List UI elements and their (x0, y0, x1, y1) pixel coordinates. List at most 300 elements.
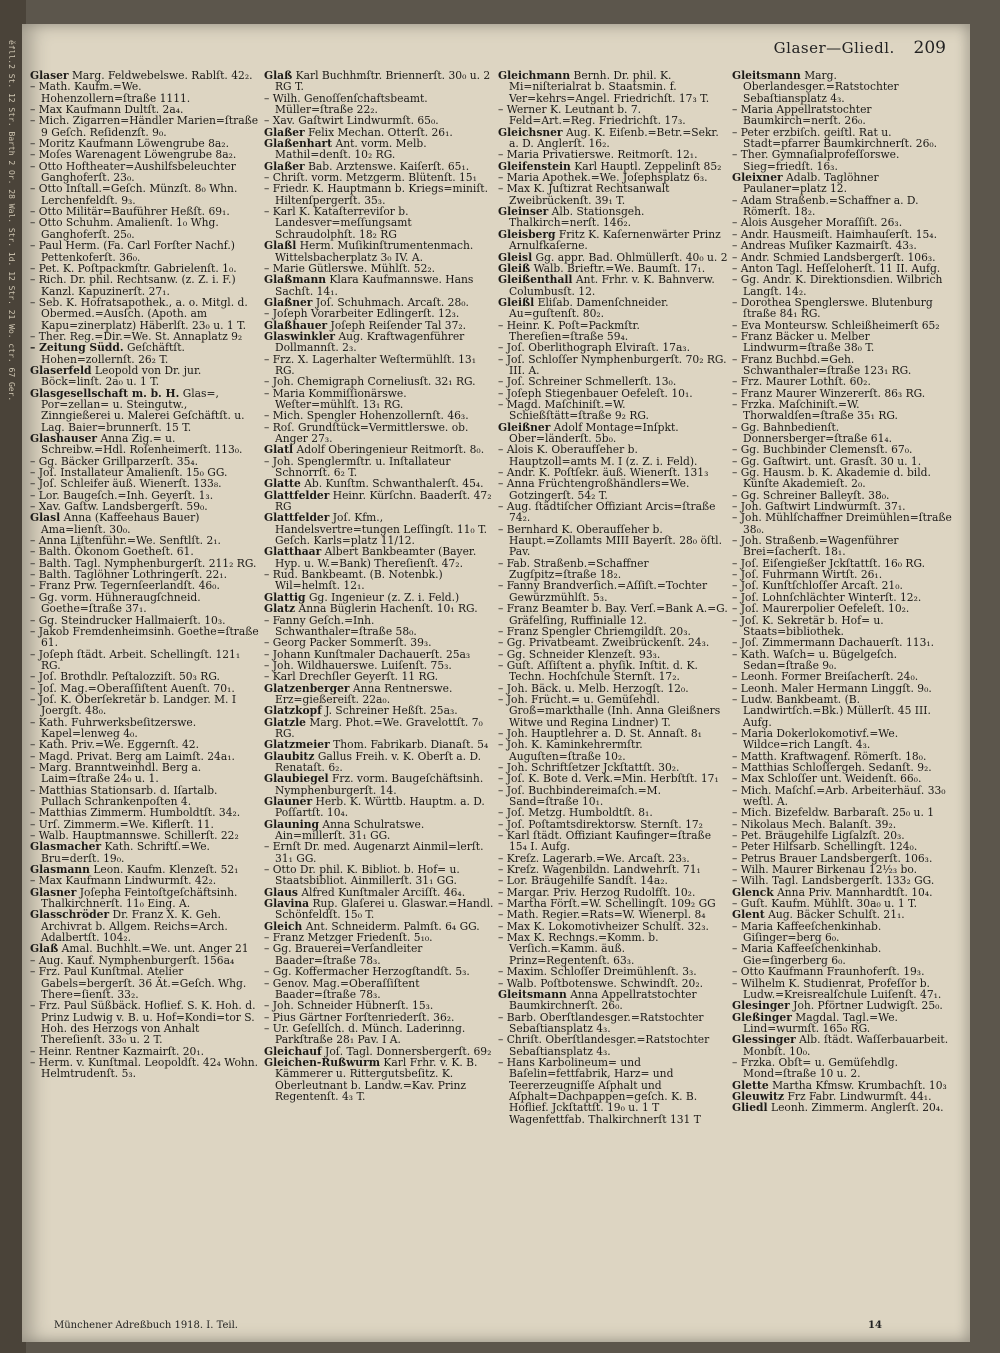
entry-details: – Joh. Chemigraph Corneliusſt. 32₁ RG. (264, 375, 476, 389)
entry-details: – Xav. Gaſtw. Landsbergerſt. 59₀. (30, 500, 208, 514)
entry-details: – Matthias Schloſſergeh. Sedanſt. 9₂. (732, 760, 932, 774)
directory-entry (732, 127, 962, 150)
entry-details: – Joſ. Zimmermann Dachauerſt. 113₁. (732, 636, 935, 650)
entry-details: Eliſab. Damenſchneider. Au=guſtenſt. 80₂. (509, 295, 669, 321)
directory-entry (264, 490, 494, 513)
entry-surname: Glattfelder (264, 511, 330, 525)
column-3 (498, 70, 728, 1315)
directory-entry (732, 422, 962, 445)
entry-details: – Mich. Bizefeldw. Barbaraſt. 25₀ u. 1 (732, 806, 935, 820)
directory-entry (732, 70, 962, 104)
entry-details: Gg. Ingenieur (z. Z. i. Feld.) (308, 590, 460, 604)
entry-surname: Gleichen-Rußwurm (264, 1055, 381, 1069)
entry-details: – Gg. Andr. K. Direktionsdien. Wilbrich Langſt. 14₂. (732, 273, 943, 298)
entry-details: – Heinr. K. Poſt=Packmſtr. Thereſien=ſtraße 59₄. (498, 318, 640, 343)
entry-surname: Glaß (264, 70, 293, 82)
entry-surname: Gleichsner (498, 125, 563, 139)
entry-details: – Gg. Privatbeamt. Zweibrückenſt. 24₃. (498, 636, 710, 650)
directory-entry (498, 183, 728, 206)
directory-entry (264, 864, 494, 887)
entry-details: – Guſt. Kaufm. Mühlſt. 30a₀ u. 1 T. (732, 897, 917, 911)
entry-surname: Glaßhauer (264, 318, 328, 332)
entry-details: – Ur. Geſellſch. d. Münch. Laderinng. Parkſtraße 28₁ Pav. I A. (264, 1021, 466, 1047)
entry-surname: Gleßinger (732, 1010, 792, 1024)
entry-details: – Rich. Dr. phil. Rechtsanw. (z. Z. i. F.) Kanzl. Kapuzinerſt. 27₁. (30, 273, 236, 298)
entry-surname: Glatzmeier (264, 738, 330, 752)
entry-surname: Glavina (264, 897, 310, 911)
entry-details: – Seb. K. Hofratsapothek., a. o. Mitgl. d. Obermed.=Ausſch. (Apoth. am Kapu=zinerplatz) Häberlſt. 23₀ u. 1 T. (30, 295, 248, 332)
entry-details: – Franz Bäcker u. Melber Lindwurm=ſtraße 38₀ T. (732, 329, 875, 355)
entry-details: – Barb. Oberſtlandesger.=Ratstochter Sebaſtiansplatz 4₃. (498, 1010, 704, 1035)
entry-details: – Max K. Rechngs.=Komm. b. Verſich.=Kamm. äuß. Prinz=Regentenſt. 63₃. (498, 931, 659, 967)
entry-details: – Moritz Kaufmann Löwengrube 8a₂. (30, 137, 229, 151)
entry-surname: Gleifenstein (498, 159, 571, 173)
entry-surname: Glatl (264, 443, 294, 457)
directory-entry (30, 512, 260, 535)
entry-details: – Franz Beamter b. Bay. Verſ.=Bank A.=G. Gräfelſing, Ruffinialle 12. (498, 602, 728, 627)
entry-details: – Otto Militär=Bauführer Heßſt. 69₁. (30, 205, 230, 219)
entry-details: Frz Fabr. Lindwurmſt. 44₁. (787, 1089, 932, 1103)
entry-details: – Andr. Hausmeiſt. Haimhauſerſt. 15₄. (732, 227, 937, 241)
entry-details: Dr. Franz X. K. Geh. Archivrat b. Allgem. Reichs=Arch. Adalbertſt. 104₂. (41, 908, 228, 945)
directory-entry (498, 558, 728, 581)
entry-details: – Joſ. Schleifer äuß. Wienerſt. 133₈. (30, 477, 222, 491)
directory-entry (498, 127, 728, 150)
entry-surname: Glaßer (264, 159, 305, 173)
entry-details: – Joh. Schriftſetzer Jckſtattſt. 30₂. (498, 760, 680, 774)
entry-surname: Glatz (264, 602, 296, 616)
entry-details: – Gg. Gaſtwirt. unt. Grasſt. 30 u. 1. (732, 454, 922, 468)
directory-entry (498, 229, 728, 252)
directory-entry (264, 138, 494, 161)
directory-entry (30, 626, 260, 649)
directory-entry (732, 172, 962, 195)
entry-details: – Friedr. K. Hauptmann b. Kriegs=miniſt. Hiltenſpergerſt. 35₃. (264, 182, 488, 207)
entry-details: Felix Mechan. Otterſt. 26₁. (308, 125, 453, 139)
entry-details: – Fanny Brandverſich.=Aſſiſt.=Tochter Gewürzmühlſt. 5₃. (498, 579, 708, 604)
page-footer: Münchener Adreßbuch 1918. I. Teil. (54, 1320, 238, 1331)
directory-entry (498, 1057, 728, 1125)
entry-details: – Joſ. Eiſengießer Jckſtattſt. 16₀ RG. (732, 556, 926, 570)
entry-details: Marg. Feldwebelswe. Rablſt. 42₂. (71, 70, 253, 82)
entry-details: – Wilhelm K. Studienrat, Profeſſor b. Ludw.=Kreisrealſchule Luiſenſt. 47₁. (732, 976, 942, 1001)
directory-entry (264, 70, 494, 93)
directory-entry (732, 728, 962, 751)
directory-entry (732, 785, 962, 808)
entry-surname: Gleißl (498, 295, 535, 309)
entry-details: – Joſ. Lohnſchlächter Winterſt. 12₂. (732, 590, 922, 604)
entry-surname: Gleisberg (498, 227, 556, 241)
entry-surname: Glashauser (30, 432, 98, 445)
entry-details: – Adam Straßenb.=Schaffner a. D. Römerſt. 18₂. (732, 193, 919, 219)
directory-entry (498, 989, 728, 1012)
directory-entry (264, 943, 494, 966)
entry-details: – Max Kaufmann Lindwurmſt. 42₂. (30, 874, 217, 888)
directory-entry (732, 535, 962, 558)
directory-entry (732, 274, 962, 297)
entry-details: – Joh. Wildhauerswe. Luiſenſt. 75₃. (264, 658, 452, 672)
entry-details: – Pet. Bräugehilfe Ligſalzſt. 20₃. (732, 829, 905, 843)
directory-entry (498, 524, 728, 558)
entry-details: Ant. Schneiderm. Palmſt. 6₄ GG. (305, 919, 480, 933)
entry-details: Joh. Pförtner Ludwigſt. 25₀. (793, 999, 943, 1013)
directory-entry (30, 433, 260, 456)
directory-entry (732, 149, 962, 172)
entry-details: Geſchäftſt. Hohen=zollernſt. 26₂ T. (41, 341, 185, 366)
entry-details: – Johann Kunſtmaler Dachauerſt. 25a₃ (264, 647, 471, 661)
entry-details: – Andreas Muſiker Kazmairſt. 43₃. (732, 239, 917, 253)
directory-entry (30, 183, 260, 206)
directory-entry (498, 274, 728, 297)
column-1 (30, 70, 260, 1315)
entry-details: – Frz. Maurer Lothſt. 60₂. (732, 375, 871, 389)
entry-details: – Bernhard K. Oberaufſeher b. Haupt.=Zollamts MIII Bayerſt. 28₀ öſtl. Pav. (498, 522, 722, 559)
entry-details: Anna Büglerin Hachenſt. 10₁ RG. (298, 602, 478, 616)
entry-details: – Gg. Brauerei=Verſandleiter Baader=ſtraße 78₃. (264, 942, 423, 967)
entry-details: Gg. appr. Bad. Ohlmüllerſt. 40₀ u. 2 (535, 250, 728, 264)
entry-details: – Joſeph Stiegenbauer Oefeleſt. 10₁. (498, 386, 693, 400)
entry-details: – Otto Schuhm. Amalienſt. 1₀ Whg. Ganghoferſt. 25₀. (30, 216, 219, 241)
entry-details: – Joſeph Vorarbeiter Edlingerſt. 12₃. (264, 307, 460, 321)
entry-surname: Glessinger (732, 1033, 796, 1047)
entry-details: – Dorothea Spenglerswe. Blutenburg ſtraße 84₁ RG. (732, 295, 933, 321)
entry-details: Herm. Muſikinſtrumentenmach. Wittelsbacherplatz 3₀ IV. A. (275, 239, 474, 264)
entry-surname: Glaßner (264, 295, 313, 309)
entry-details: Ant. vorm. Melb. Mathil=denſt. 10₂ RG. (275, 137, 427, 162)
directory-entry (732, 297, 962, 320)
entry-details: Ant. Frhr. v. K. Bahnverw. Columbusſt. 12. (509, 273, 715, 298)
entry-details: – Gg. Buchbinder Clemensſt. 67₀. (732, 443, 913, 457)
entry-surname: Gleichmann (498, 70, 571, 82)
directory-entry (264, 456, 494, 479)
directory-entry (30, 161, 260, 184)
entry-details: Anna Zig.= u. Schreibw.=Hdl. Roſenheimerſt. 113₀. (41, 432, 243, 457)
directory-entry (498, 297, 728, 320)
entry-surname: Glatzle (264, 715, 306, 729)
directory-entry (732, 1012, 962, 1035)
entry-surname: Glaubiegel (264, 772, 329, 786)
entry-surname: Glattfelder (264, 488, 330, 502)
entry-details: Adolf Montage=Inſpkt. Ober=länderſt. 5b₀. (509, 420, 679, 445)
directory-entry (732, 694, 962, 728)
entry-surname: Gleich (264, 919, 303, 933)
directory-entry (30, 887, 260, 910)
entry-details: – Joſ. Brothdlr. Peſtalozziſt. 50₃ RG. (30, 670, 220, 684)
entry-details: – Joh. Bäck. u. Melb. Herzogſt. 12₀. (498, 681, 689, 695)
entry-details: Anna Priv. Mannhardtſt. 10₄. (777, 885, 933, 899)
directory-entry (264, 978, 494, 1001)
entry-details: – Moſes Warenagent Löwengrube 8a₂. (30, 148, 237, 162)
entry-surname: Glasschröder (30, 908, 110, 922)
directory-entry (732, 649, 962, 672)
entry-details: – Frz. X. Lagerhalter Weſtermühlſt. 13₁ RG. (264, 352, 477, 377)
page-number: 209 (913, 38, 946, 58)
entry-details: – Marg. Branntweinhdl. Berg a. Laim=ſtraße 24₀ u. 1. (30, 760, 202, 786)
entry-surname: Gleißenthall (498, 273, 573, 287)
entry-details: – Matth. Kraftwagenf. Römerſt. 18₀. (732, 749, 927, 763)
entry-details: – Wilh. Genoſſenſchaftsbeamt. Müller=ſtraße 22₂. (264, 91, 428, 117)
entry-details: – Otto Dr. phil. K. Bibliot. b. Hof= u. Staatsbibliot. Ainmillerſt. 31₁ GG. (264, 863, 460, 888)
directory-entry (264, 206, 494, 240)
directory-entry (264, 683, 494, 706)
directory-entry (498, 399, 728, 422)
directory-entry (264, 819, 494, 842)
entry-details: – Karl K. Kataſterreviſor b. Landesver=meſſungsamt Schraudolphſt. 18₂ RG (264, 205, 412, 241)
entry-details: – Joſ. Kunſtſchloſſer Arcaſt. 21₀. (732, 579, 903, 593)
entry-details: – Urſ. Zimmerm.=We. Kiflerſt. 11. (30, 817, 214, 831)
entry-details: – Joſ. K. Bote d. Verk.=Min. Herbſtſt. 17₁ (498, 772, 719, 786)
entry-details: – Alois K. Oberaufſeher b. Hauptzoll=amts M. I (z. Z. i. Feld). (498, 443, 698, 468)
entry-details: – Ther. Reg.=Dir.=We. St. Annaplatz 9₂ (30, 329, 243, 343)
entry-details: – Maria Kommiſſionärswe. Weſter=mühlſt. 13₁ RG. (264, 386, 407, 411)
entry-details: Alb. Stationsgeh. Thalkirch=nerſt. 146₂. (509, 205, 645, 230)
entry-details: – Andr. K. Poſtſekr. äuß. Wienerſt. 131₃ (498, 466, 709, 480)
entry-details: Kath. Schriftſ.=We. Bru=derſt. 19₀. (41, 840, 210, 865)
directory-entry (264, 841, 494, 864)
directory-entry (30, 1000, 260, 1045)
entry-details: – Frzka. Maſchiniſt.=W. Thorwaldſen=ſtraße 35₁ RG. (732, 397, 898, 423)
entry-details: Adolf Oberingenieur Reitmorſt. 8₀. (296, 443, 485, 457)
entry-details: Joſeph Reiſender Tal 37₂. (330, 318, 467, 332)
margin-fragments: ĕfll.2 St. 12 Str. Barth 2 Or. 28 Wal. Str. 1d. 12 Str. 21 Wo. ctr. 67 Ger. (7, 40, 16, 402)
entry-details: Anna Rentnerswe. Erz=gießereiſt. 22a₀. (275, 681, 453, 706)
entry-details: – Joſ. Buchbindereimaſch.=M. Sand=ſtraße 10₁. (498, 783, 662, 808)
directory-entry (264, 422, 494, 445)
entry-details: Martha Kfmsw. Krumbachſt. 10₃ (772, 1078, 947, 1092)
entry-details: Karl Buchhmſtr. Briennerſt. 30₀ u. 2 RG T. (275, 70, 491, 94)
entry-details: – Gg. Steindrucker Hallmaierſt. 10₃. (30, 613, 226, 627)
entry-details: – Peter erzbiſch. geiſtl. Rat u. Stadt=pfarrer Baumkirchnerſt. 26₀. (732, 125, 938, 151)
entry-details: Ab. Kunſtm. Schwanthalerſt. 45₄. (304, 477, 484, 491)
entry-surname: Glaubitz (264, 749, 315, 763)
directory-entry (498, 603, 728, 626)
entry-details: – Mich. Zigarren=Händler Marien=ſtraße 9 Geſch. Reſidenzſt. 9₀. (30, 114, 259, 139)
entry-surname: Gleisl (498, 250, 533, 264)
entry-details: Aug. Kraftwagenführer Dollmannſt. 2₃. (275, 329, 465, 355)
entry-details: – Karl Drechſler Geyerſt. 11 RG. (264, 670, 439, 684)
entry-details: Walb. Brieftr.=We. Baumſt. 17₁. (533, 261, 706, 275)
entry-surname: Gleuwitz (732, 1089, 785, 1103)
entry-details: – Petrus Brauer Landsbergerſt. 106₃. (732, 851, 933, 865)
entry-details: – Joſeph ſtädt. Arbeit. Schellingſt. 121₁ RG. (30, 647, 241, 672)
entry-details: – Roſ. Grundſtück=Vermittlerswe. ob. Anger 27₃. (264, 420, 469, 445)
entry-details: – Maria Privatierswe. Reitmorſt. 12₁. (498, 148, 698, 162)
entry-surname: Glasmann (30, 863, 90, 877)
entry-details: – Joſ. Poſtamtsdirektorsw. Sternſt. 17₂ (498, 817, 703, 831)
entry-details: – Werner K. Leutnant b. 7. Feld=Art.=Reg. Friedrichſt. 17₃. (498, 103, 686, 128)
directory-entry (498, 320, 728, 343)
entry-details: – Peter Hilfsarb. Schellingſt. 124₀. (732, 840, 918, 854)
entry-details: – Max Kaufmann Dultſt. 2a₄. (30, 103, 184, 117)
entry-surname: Glaßmann (264, 273, 327, 287)
entry-details: Alb. ſtädt. Waſſerbauarbeit. Monbſt. 10₀. (743, 1033, 949, 1058)
entry-details: – Leonh. Former Breiſacherſt. 24₀. (732, 670, 919, 684)
entry-details: – Magd. Maſchiniſt.=W. Schießſtätt=ſtraße 9₂ RG. (498, 397, 649, 423)
directory-entry (30, 81, 260, 104)
directory-entry (264, 274, 494, 297)
directory-entry (732, 104, 962, 127)
entry-details: – Leonh. Maler Hermann Linggſt. 9₀. (732, 681, 932, 695)
entry-details: Magdal. Tagl.=We. Lind=wurmſt. 165₀ RG. (743, 1010, 898, 1035)
entry-surname: Gleinser (498, 205, 549, 219)
entry-details: – Ernſt Dr. med. Augenarzt Ainmil=lerſt. 31₁ GG. (264, 840, 484, 865)
entry-details: Joſepha Feintoſtgeſchäftsinh. Thalkirchnerſt. 11₀ Eing. A. (41, 885, 238, 911)
entry-surname: Glesinger (732, 999, 790, 1013)
entry-details: Thom. Fabrikarb. Dianaſt. 5₄ (333, 738, 489, 752)
entry-details: – Frz. Paul Süßbäck. Hoflief. S. K. Hoh. d. Prinz Ludwig v. B. u. Hof=Kondi=tor S. Hoh. des Herzogs von Anhalt Thereſienſt. 33₀ u. 2 T. (30, 999, 256, 1047)
entry-details: – Genov. Mag.=Oberaſſiſtent Baader=ſtraße 78₃. (264, 976, 420, 1001)
directory-entry (732, 1034, 962, 1057)
directory-entry (732, 331, 962, 354)
entry-surname: Glatzkopf (264, 704, 322, 718)
entry-details: – Math. Regier.=Rats=W. Wienerpl. 8₄ (498, 908, 706, 922)
entry-details: – Aug. ſtädtiſcher Offiziant Arcis=ſtraße 74₂. (498, 500, 716, 525)
entry-surname: Glaser (30, 70, 69, 82)
directory-entry (30, 217, 260, 240)
directory-entry (264, 546, 494, 569)
entry-surname: Glatthaar (264, 545, 322, 559)
entry-details: Alfred Kunſtmaler Arciſſt. 46₄. (301, 885, 466, 899)
entry-details: – Fab. Straßenb.=Schaffner Zugſpitz=ſtraße 18₂. (498, 556, 649, 582)
entry-surname: Glaswinkler (264, 329, 336, 343)
directory-entry (264, 1023, 494, 1046)
entry-details: – Joh. Straßenb.=Wagenführer Brei=ſacherſt. 18₁. (732, 534, 899, 559)
directory-entry (498, 206, 728, 229)
entry-surname: Glasgesellschaft m. b. H. (30, 386, 180, 400)
directory-entry (498, 660, 728, 683)
entry-details: – Max K. Juſtizrat Rechtsanwalt Zweibrückenſt. 39₁ T. (498, 182, 670, 207)
entry-details: Fritz K. Kaſernenwärter Prinz Arnulfkaſerne. (509, 227, 721, 253)
entry-details: Joſ. Kfm., Handelsvertre=tungen Leſſingſt. 11₀ T. Geſch. Karls=platz 11/12. (275, 511, 488, 548)
directory-entry (498, 580, 728, 603)
entry-details: – Pet. K. Poſtpackmſtr. Gabrielenſt. 1₀. (30, 261, 237, 275)
entry-details: Amal. Buchhlt.=We. unt. Anger 21 (61, 942, 249, 956)
entry-details: Albert Bankbeamter (Bayer. Hyp. u. W.=Bank) Thereſienſt. 47₂. (275, 545, 477, 570)
directory-entry (498, 830, 728, 853)
entry-details: – Balth. Tagl. Nymphenburgerſt. 211₂ RG. (30, 556, 257, 570)
entry-details: – Joſ. Schloſſer Nymphenburgerſt. 70₂ RG. III. A. (498, 352, 727, 377)
directory-entry (498, 422, 728, 445)
entry-details: – Joſ. Installateur Amalienſt. 15₀ GG. (30, 466, 228, 480)
entry-details: – Maria Appellratstochter Baumkirch=nerſt. 26₀. (732, 103, 872, 128)
entry-details: Marg. Phot.=We. Gravelottſt. 7₀ RG. (275, 715, 483, 740)
entry-surname: Gleiß (498, 261, 531, 275)
entry-surname: Glaß (30, 942, 59, 956)
entry-details: Joſ. Tagl. Donnersbergerſt. 69₂ (325, 1044, 492, 1058)
entry-details: J. Schreiner Heßſt. 25a₃. (325, 704, 458, 718)
entry-details: Frz. vorm. Baugeſchäftsinh. Nymphenburgerſt. 14. (275, 772, 484, 797)
entry-details: – Otto Hoftheater=Aushilfsbeleuchter Ganghoferſt. 23₀. (30, 159, 236, 185)
directory-entry (30, 841, 260, 864)
directory-entry (30, 297, 260, 331)
directory-entry (732, 943, 962, 966)
entry-details: Joſ. Schuhmach. Arcaſt. 28₀. (315, 295, 469, 309)
directory-entry (732, 399, 962, 422)
entry-surname: Glasmacher (30, 840, 102, 854)
entry-surname: Glatzenberger (264, 681, 350, 695)
directory-entry (264, 615, 494, 638)
entry-details: – Gg. Bäcker Grillparzerſt. 35₄. (30, 454, 199, 468)
entry-details: – Gg. Koffermacher Herzogſtandſt. 5₃. (264, 965, 470, 979)
entry-details: – Franz Buchbd.=Geh. Schwanthaler=ſtraße 123₁ RG. (732, 352, 912, 377)
entry-details: Marg. Oberlandesger.=Ratstochter Sebaſtiansplatz 4₃. (743, 70, 899, 105)
directory-entry (30, 909, 260, 943)
entry-details: – Maria Kaffeeſchenkinhab. Giſinger=berg 6₀. (732, 919, 882, 945)
directory-entry (264, 93, 494, 116)
entry-surname: Glatte (264, 477, 301, 491)
entry-details: Adalb. Taglöhner Paulaner=platz 12. (743, 171, 879, 196)
entry-details: – Maxim. Schloſſer Dreimühlenſt. 3₃. (498, 965, 697, 979)
entry-details: Leonh. Zimmerm. Anglerſt. 20₄. (771, 1101, 944, 1115)
entry-details: – Aug. Kauf. Nymphenburgerſt. 156a₄ (30, 953, 235, 967)
entry-details: – Joh. Schneider Hübnerſt. 15₃. (264, 999, 434, 1013)
directory-entry (30, 388, 260, 433)
directory-entry (732, 512, 962, 535)
entry-details: – Margar. Priv. Herzog Rudolfſt. 10₂. (498, 885, 696, 899)
entry-details: – Gg. Bahnbedienſt. Donnersberger=ſtraße 61₄. (732, 420, 893, 445)
entry-details: Anna (Kaffeehaus Bauer) Ama=lienſt. 30₀. (41, 511, 200, 536)
signature-mark: 14 (868, 1320, 882, 1331)
entry-surname: Glenck (732, 885, 774, 899)
entry-details: – Joh. K. Kaminkehrermſtr. Auguſten=ſtraße 10₂. (498, 738, 643, 763)
directory-entry (732, 467, 962, 490)
entry-details: – Ther. Gymnaſialprofeſſorswe. Sieg=friedſt. 16₃. (732, 148, 900, 173)
directory-entry (732, 978, 962, 1001)
entry-details: – Franz Metzger Friedenſt. 5₁₀. (264, 931, 433, 945)
entry-surname: Glasner (30, 885, 77, 899)
entry-details: – Guſt. Aſſiſtent a. phyſik. Inſtit. d. K. Techn. Hochſchule Sternſt. 17₂. (498, 658, 698, 684)
entry-details: – Chriſt. Oberſtlandesger.=Ratstochter Sebaſtiansplatz 4₃. (498, 1033, 710, 1058)
entry-details: – Lor. Baugeſch.=Inh. Geyerſt. 1₃. (30, 488, 214, 502)
directory-entry (498, 694, 728, 728)
entry-details: – Ludw. Bankbeamt. (B. Landwirtſch.=Bk.) Müllerſt. 45 III. Aufg. (732, 692, 931, 729)
entry-details: – Frz. Paul Kunſtmal. Atelier Gabels=bergerſt. 36 Ät.=Geſch. Whg. There=ſienſt. 33₂. (30, 965, 247, 1001)
directory-entry (264, 331, 494, 354)
entry-details: – Math. Kaufm.=We. Hohenzollern=ſtraße 1111. (30, 80, 191, 105)
entry-details: Bab. Arztenswe. Kaiſerſt. 65₁. (308, 159, 470, 173)
directory-entry (498, 444, 728, 467)
directory-entry (264, 1057, 494, 1102)
directory-entry (732, 195, 962, 218)
directory-entry (498, 104, 728, 127)
entry-details: – Mich. Maſchſ.=Arb. Arbeiterhäuſ. 33₀ weſtl. A. (732, 783, 946, 808)
entry-details: Karl Frhr. v. K. B. Kämmerer u. Rittergutsbeſitz. K. Oberleutnant b. Landw.=Kav. Prinz Regentenſt. 4₃ T. (275, 1055, 478, 1103)
entry-details: – Frzka. Obſt= u. Gemüſehdlg. Mond=ſtraße 10 u. 2. (732, 1055, 898, 1081)
entry-details: – Karl ſtädt. Offiziant Kaufinger=ſtraße 15₄ I. Aufg. (498, 829, 712, 854)
directory-entry (264, 354, 494, 377)
entry-details: – Nikolaus Mech. Balanſt. 39₂. (732, 817, 897, 831)
entry-details: – Hans Karbolineum= und Baſelin=fettfabrik, Harz= und Teererzeugniſſe Aſphalt und Aſphalt=Dachpappen=geſch. K. B. Hoflief. Jckſtattſt. 19₀ u. 1 T Wagenfettfab. Thalkirchnerſt 131 T (498, 1055, 701, 1126)
directory-entry (30, 274, 260, 297)
entry-details: – Rud. Bankbeamt. (B. Notenbk.) Wil=helmſt. 12₁. (264, 568, 443, 593)
directory-entry (264, 512, 494, 546)
entry-details: – Franz Prw. Tegernſeerlandſt. 46₀. (30, 579, 220, 593)
entry-details: – Balth. Ökonom Goetheſt. 61. (30, 545, 194, 559)
entry-details: Glas=, Por=zellan= u. Steingutw., Zinngießerei u. Malerei Geſchäftſt. u. Lag. Baier=brunnerſt. 15 T. (41, 386, 245, 434)
entry-surname: – Zeitung Südd. (30, 341, 124, 355)
entry-details: – Max K. Lokomotivheizer Schulſt. 32₃. (498, 919, 709, 933)
entry-details: – Xav. Gaſtwirt Lindwurmſt. 65₀. (264, 114, 439, 128)
directory-entry (30, 240, 260, 263)
entry-details: – Gg. Schreiner Balleyſt. 38₀. (732, 488, 890, 502)
directory-entry (264, 183, 494, 206)
entry-details: – Joſ. Maurerpolier Oefeleſt. 10₂. (732, 602, 910, 616)
entry-details: – Lor. Bräugehilfe Sandſt. 14a₂. (498, 874, 668, 888)
directory-entry (732, 921, 962, 944)
entry-details: Leon. Kaufm. Klenzeſt. 52₁ (93, 863, 239, 877)
directory-entry (498, 478, 728, 501)
entry-details: Anna Appellratstochter Baumkirchnerſt. 26₀. (509, 987, 697, 1013)
